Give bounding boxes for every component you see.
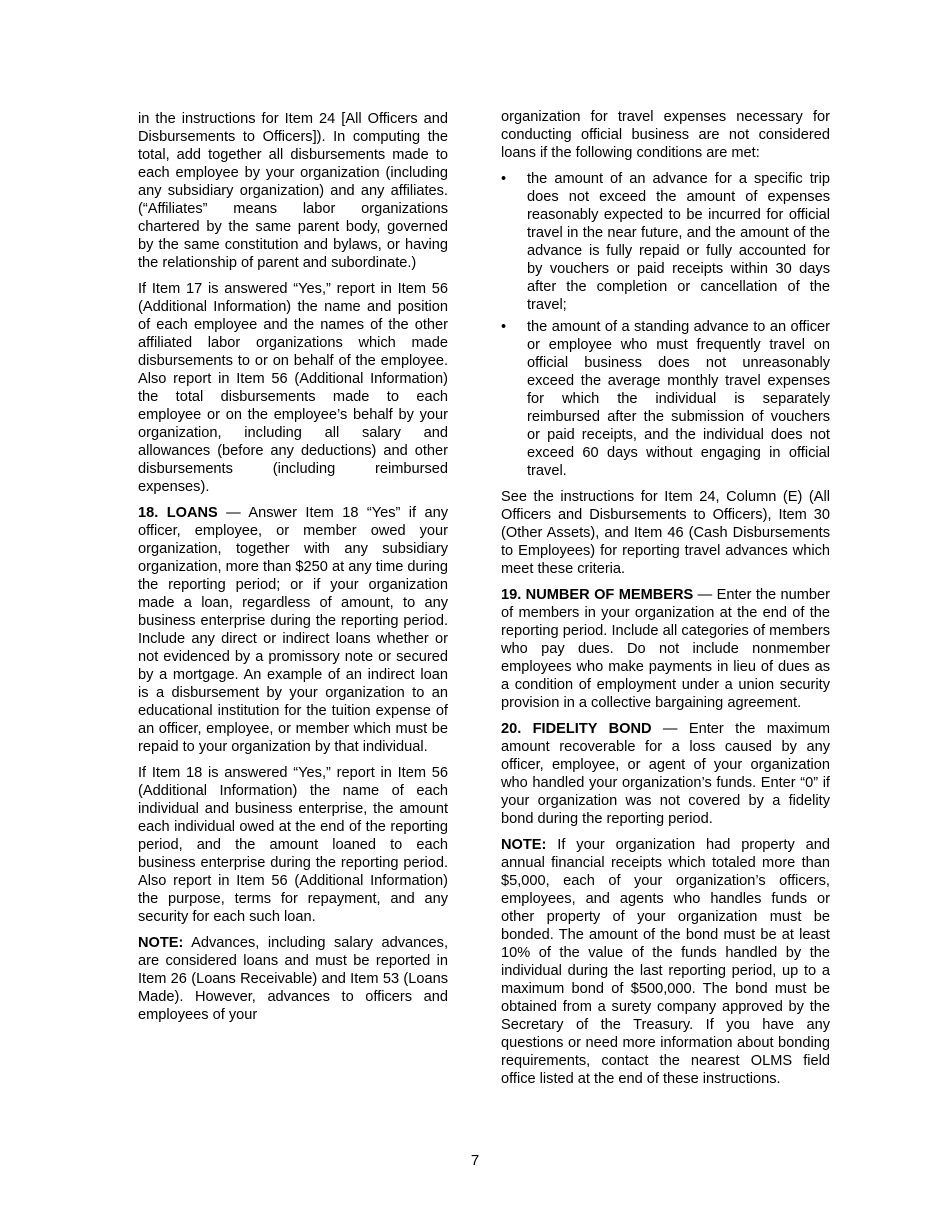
bond-heading: 20. FIDELITY BOND: [501, 721, 652, 737]
left-column: [138, 110, 448, 1032]
bullet-icon: •: [501, 319, 507, 335]
section-fidelity-bond: [501, 720, 830, 828]
note-bonding: [501, 836, 830, 1088]
note-label: NOTE:: [138, 935, 184, 951]
conditions-list: [501, 170, 830, 480]
paragraph-see-instructions: See the instructions for Item 24, Column (E) (All Officers and Disbursements to Officers), Item 30 (Other Assets), and Item 46 (Cash Disbursements to Employees) for reporting travel advances which meet these criteria.: [501, 489, 830, 577]
members-body: — Enter the number of members in your organization at the end of the reporting period. Include all categories of members who pay dues. Do not include nonmember employees who make payments in lieu of dues as a condition of employment under a union security provision in a collective bargaining agreement.: [501, 587, 831, 711]
loans-heading: 18. LOANS: [138, 505, 218, 521]
paragraph-computing-total: in the instructions for Item 24 [All Officers and Disbursements to Officers]). In computing the total, add together all disbursements made to each employee by your organization (including any subsidiary organization) and any affiliates. (“Affiliates” means labor organizations chartered by the same parent body, governed by the same constitution and bylaws, or having the relationship of parent and subordinate.): [138, 111, 448, 271]
loans-body: — Answer Item 18 “Yes” if any officer, employee, or member owed your organization, together with any subsidiary organization, more than $250 at any time during the reporting period; or if your organization made a loan, regardless of amount, to any business enterprise during the reporting period. Include any direct or indirect loans whether or not evidenced by a promissory note or secured by a mortgage. An example of an indirect loan is a disbursement by your organization to an educational institution for the tuition expense of an officer, employee, or member which must be repaid to your organization by that individual.: [138, 505, 449, 755]
bullet-icon: •: [501, 171, 507, 187]
note-label: NOTE:: [501, 837, 547, 853]
list-item-text: the amount of a standing advance to an officer or employee who must frequently travel on official business does not unreasonably exceed the average monthly travel expenses for which the individual is separately reimbursed after the submission of vouchers or paid receipts, and the individual does not exceed 60 days without engaging in official travel.: [527, 319, 830, 479]
members-heading: 19. NUMBER OF MEMBERS: [501, 587, 694, 603]
note-body: If your organization had property and annual financial receipts which totaled more than $5,000, each of your organization’s officers, employees, and agents who handles funds or other property of your organization must be bonded. The amount of the bond must be at least 10% of the value of the funds handled by the individual during the last reporting period, up to a maximum bond of $500,000. The bond must be obtained from a surety company approved by the Secretary of the Treasury. If you have any questions or need more information about bonding requirements, contact the nearest OLMS field office listed at the end of these instructions.: [501, 837, 830, 1087]
paragraph-item18-report: If Item 18 is answered “Yes,” report in Item 56 (Additional Information) the name of each individual and business enterprise, the amount each individual owed at the end of the reporting period, and the amount loaned to each business enterprise during the reporting period. Also report in Item 56 (Additional Information) the purpose, terms for repayment, and any security for each such loan.: [138, 765, 448, 925]
list-item: [501, 170, 830, 314]
section-loans: [138, 504, 448, 756]
list-item-text: the amount of an advance for a specific trip does not exceed the amount of expenses reasonably expected to be incurred for official travel in the near future, and the amount of the advance is fully repaid or fully accounted for by vouchers or paid receipts within 30 days after the completion or cancellation of the travel;: [527, 171, 830, 313]
paragraph-travel-expenses: organization for travel expenses necessary for conducting official business are not considered loans if the following conditions are met:: [501, 109, 830, 161]
paragraph-item17-report: If Item 17 is answered “Yes,” report in Item 56 (Additional Information) the name and position of each employee and the names of the other affiliated labor organizations which made disbursements to or on behalf of the employee. Also report in Item 56 (Additional Information) the total disbursements made to each employee or on the employee’s behalf by your organization, including all salary and allowances (before any deductions) and other disbursements (including reimbursed expenses).: [138, 281, 448, 495]
right-column: [501, 108, 830, 1096]
section-number-of-members: [501, 586, 830, 712]
page-number: 7: [470, 1152, 480, 1169]
note-advances: [138, 934, 448, 1024]
note-body: Advances, including salary advances, are considered loans and must be reported in Item 26 (Loans Receivable) and Item 53 (Loans Made). However, advances to officers and employees of your: [138, 935, 448, 1023]
bond-body: — Enter the maximum amount recoverable for a loss caused by any officer, employee, or agent of your organization who handled your organization’s funds. Enter “0” if your organization was not covered by a fidelity bond during the reporting period.: [501, 721, 830, 827]
list-item: [501, 318, 830, 480]
